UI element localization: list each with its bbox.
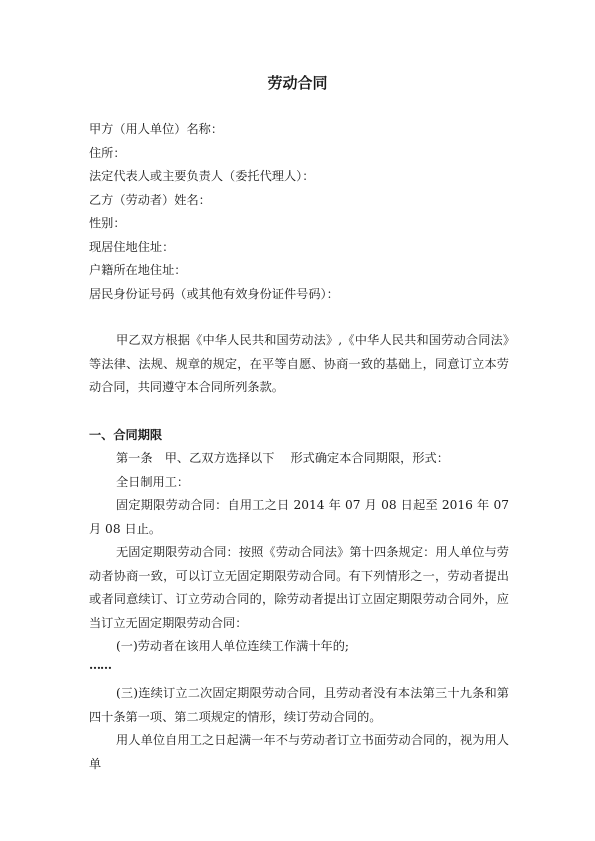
condition-item-3: (三)连续订立二次固定期限劳动合同，且劳动者没有本法第三十九条和第四十条第一项、第二项规定的情形，续订劳动合同的。	[89, 686, 509, 724]
section1-content-a	[89, 447, 509, 659]
current-address-line: 现居住地住址：	[89, 239, 175, 254]
section1-content-b	[89, 682, 509, 776]
employee-gender-line: 性别：	[89, 216, 126, 230]
legal-representative-line: 法定代表人或主要负责人（委托代理人）：	[89, 169, 315, 183]
intro-paragraph: 甲乙双方根据《中华人民共和国劳动法》,《中华人民共和国劳动合同法》等法律、法规、规章的规定，在平等自愿、协商一致的基础上，同意订立本劳动合同，共同遵守本合同所列条款。	[89, 333, 509, 394]
condition-item-1: (一)劳动者在该用人单位连续工作满十年的;	[116, 639, 349, 653]
fixed-term-contract: 固定期限劳动合同：自用工之日 2014 年 07 月 08 日起至 2016 年 07 月 08 日止。	[89, 498, 509, 536]
article-1: 第一条 甲、乙双方选择以下 形式确定本合同期限，形式：	[116, 451, 449, 465]
fulltime-employment: 全日制用工：	[116, 474, 190, 489]
written-contract-clause: 用人单位自用工之日起满一年不与劳动者订立书面劳动合同的，视为用人单	[89, 733, 509, 771]
id-number-line: 居民身份证号码（或其他有效身份证件号码）：	[89, 286, 339, 301]
party-info-list	[89, 118, 339, 306]
open-ended-contract: 无固定期限劳动合同：按照《劳动合同法》第十四条规定：用人单位与劳动者协商一致，可以订立无固定期限劳动合同。有下列情形之一，劳动者提出或者同意续订、订立劳动合同的，除劳动者提出订立固定期限劳动合同外，应当订立无固定期限劳动合同：	[89, 545, 509, 630]
section-heading-contract-term: 一、合同期限	[89, 428, 163, 442]
employer-address-line: 住所：	[89, 145, 126, 160]
ellipsis: ……	[89, 658, 111, 672]
employer-name-line: 甲方（用人单位）名称：	[89, 122, 224, 136]
intro-paragraph-block	[89, 329, 509, 400]
employee-name-line: 乙方（劳动者）姓名：	[89, 192, 211, 207]
document-title: 劳动合同	[267, 74, 328, 92]
household-address-line: 户籍所在地住址：	[89, 263, 187, 277]
